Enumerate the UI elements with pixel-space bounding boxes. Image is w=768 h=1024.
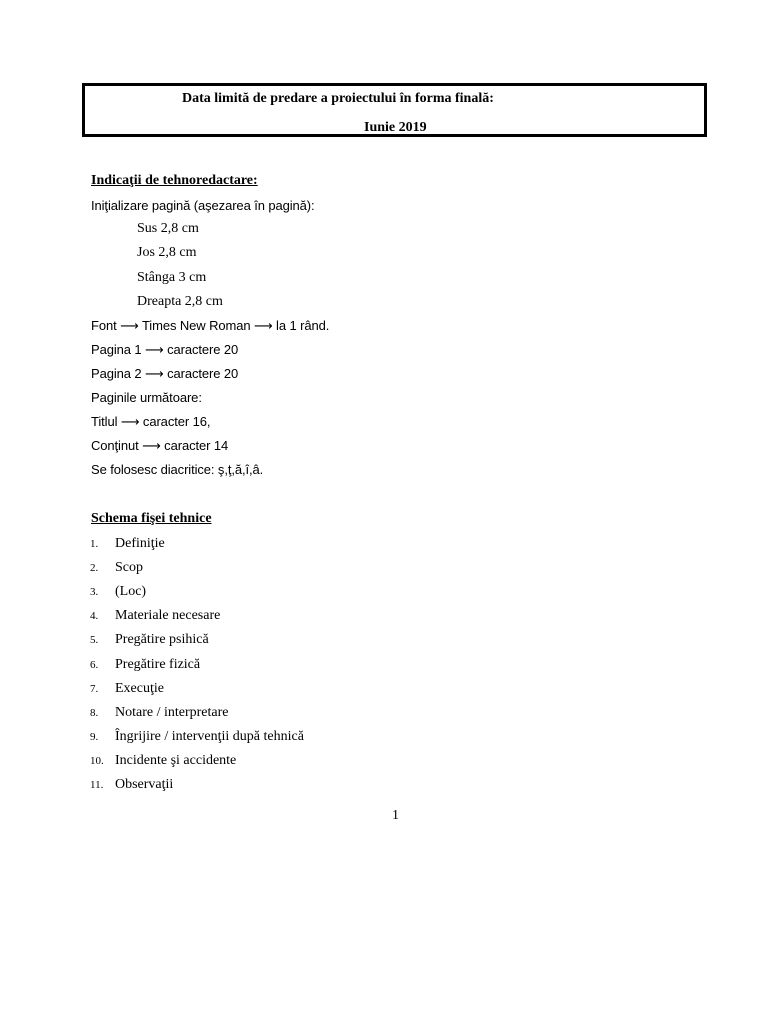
list-text: (Loc) (115, 584, 147, 599)
page-setup-intro: Iniţializare pagină (aşezarea în pagină): (91, 198, 315, 213)
list-text: Îngrijire / intervenţii după tehnică (115, 729, 304, 744)
list-item (90, 656, 200, 673)
deadline-title: Data limită de predare a proiectului în forma finală: (182, 91, 494, 106)
list-number: 3. (90, 586, 99, 598)
list-number: 4. (90, 610, 99, 622)
list-item (90, 704, 229, 721)
page-number: 1 (392, 808, 399, 823)
list-item (90, 728, 304, 745)
rule-page-1: Pagina 1 ⟶ caractere 20 (91, 342, 239, 357)
list-number: 11. (90, 779, 104, 791)
list-text: Pregătire psihică (115, 632, 209, 647)
rule-following-pages: Paginile următoare: (91, 390, 202, 405)
list-number: 1. (90, 538, 99, 550)
deadline-box (82, 83, 707, 137)
schema-heading: Schema fişei tehnice (91, 511, 212, 526)
margin-right: Dreapta 2,8 cm (137, 294, 223, 309)
list-item (90, 535, 165, 552)
margin-bottom: Jos 2,8 cm (137, 245, 197, 260)
list-text: Observaţii (115, 777, 174, 792)
deadline-date: Iunie 2019 (364, 120, 427, 135)
list-item (90, 776, 173, 793)
list-item (90, 583, 146, 600)
rule-diacritics: Se folosesc diacritice: ş,ţ,ă,î,â. (91, 462, 264, 477)
list-text: Pregătire fizică (115, 657, 201, 672)
list-number: 5. (90, 634, 99, 646)
list-item (90, 559, 143, 576)
rule-title-size: Titlul ⟶ caracter 16, (91, 414, 211, 429)
list-number: 2. (90, 562, 99, 574)
list-text: Incidente şi accidente (115, 753, 237, 768)
list-item (90, 631, 209, 648)
margin-top: Sus 2,8 cm (137, 221, 199, 236)
list-number: 10. (90, 755, 104, 767)
rule-font: Font ⟶ Times New Roman ⟶ la 1 rând. (91, 318, 330, 333)
list-number: 6. (90, 659, 99, 671)
list-text: Scop (115, 560, 143, 575)
list-text: Materiale necesare (115, 608, 221, 623)
list-item (90, 752, 236, 769)
list-text: Notare / interpretare (115, 705, 229, 720)
list-text: Execuţie (115, 681, 164, 696)
margin-left: Stânga 3 cm (137, 270, 207, 285)
list-number: 8. (90, 707, 99, 719)
list-item (90, 680, 164, 697)
list-item (90, 607, 220, 624)
list-text: Definiţie (115, 536, 165, 551)
list-number: 7. (90, 683, 99, 695)
list-number: 9. (90, 731, 99, 743)
rule-page-2: Pagina 2 ⟶ caractere 20 (91, 366, 239, 381)
rule-content-size: Conţinut ⟶ caracter 14 (91, 438, 229, 453)
formatting-heading: Indicaţii de tehnoredactare: (91, 173, 258, 188)
